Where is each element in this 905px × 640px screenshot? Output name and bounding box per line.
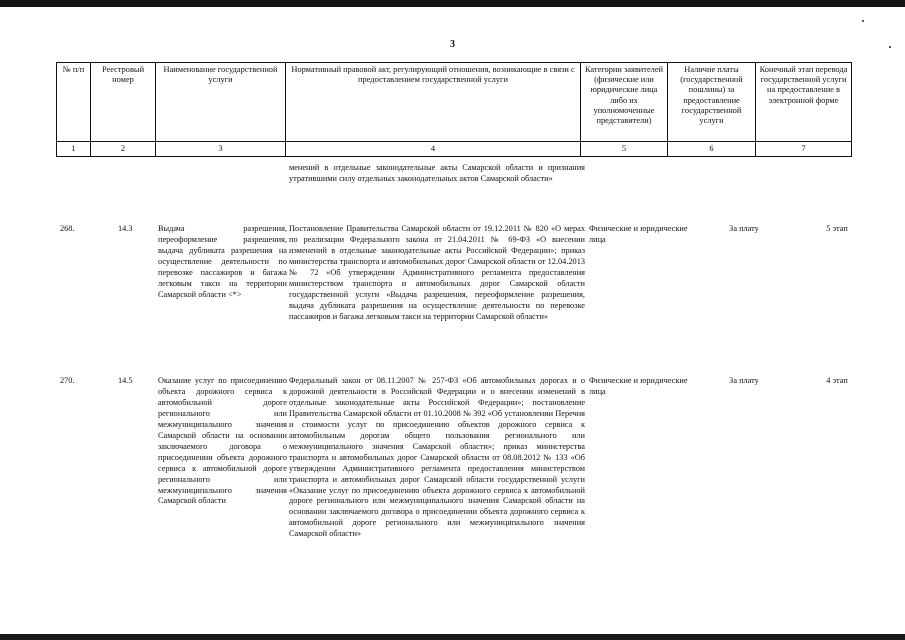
scan-top-edge [0,0,905,7]
column-number: 6 [668,142,756,157]
header-applicants: Категории заявителей (физические или юридические лица либо их уполномоченные представители) [581,63,668,142]
fee-status: За плату [729,376,759,385]
column-number: 1 [57,142,91,157]
continuation-legal-text: менений в отдельные законодательные акты Самарской области и признания утратившими силу отдельных законодательных актов Самарской области» [289,163,585,183]
scan-speck [862,20,864,22]
column-number: 7 [756,142,852,157]
row-number: 268. [60,224,75,233]
header-service: Наименование государственной услуги [156,63,286,142]
applicant-category: Физические и юридические лица [589,376,688,396]
registry-number: 14.5 [118,376,133,385]
row-number: 270. [60,376,75,385]
fee-status: За плату [729,224,759,233]
column-number: 5 [581,142,668,157]
header-row [57,63,852,142]
legal-act-text: Федеральный закон от 08.11.2007 № 257-ФЗ «Об автомобильных дорогах и о дорожной деятельности в Российской Федерации и о внесении изменений в отдельные законодательные акты Российской Федерации»; постановление Правительства Самарской области от 01.10.2008 № 392 «Об установлении Перечня и стоимости услуг по присоединению объектов дорожного сервиса к автомобильным дорогам общего пользования регионального или межмуниципального значения Самарской области»; приказ министерства транспорта и автомобильных дорог Самарской области от 08.08.2012 № 133 «Об утверждении Административного регламента предоставления министерством транспорта и автомобильных дорог Самарской области государственной услуги «Оказание услуг по присоединению объекта дорожного сервиса к автомобильной дороге регионального или межмуниципального значения Самарской области на основании заключаемого договора о присоединении объекта дорожного сервиса к автомобильной дороге регионального или межмуниципального значения Самарской области» [289,376,585,539]
table-header [56,62,852,157]
service-name: Оказание услуг по присоединению объекта дорожного сервиса к автомобильной дороге регионального или межмуниципального значения Самарской области на основании заключаемого договора о присоединении объекта дорожного сервиса к автомобильной дороге регионального или межмуниципального значения Самарской области [158,376,287,506]
header-legal-act: Нормативный правовой акт, регулирующий отношения, возникающие в связи с предоставлением государственной услуги [286,63,581,142]
column-number: 4 [286,142,581,157]
registry-number: 14.3 [118,224,133,233]
final-stage: 4 этап [826,376,848,385]
scan-speck [889,46,891,48]
column-number: 3 [156,142,286,157]
applicant-category: Физические и юридические лица [589,224,688,244]
header-number: № п/п [57,63,91,142]
column-number-row [57,142,852,157]
page-number: 3 [450,39,455,50]
header-fee: Наличие платы (государственной пошлины) за предоставление государственной услуги [668,63,756,142]
legal-act-text: Постановление Правительства Самарской области от 19.12.2011 № 820 «О мерах по реализации Федерального закона от 21.04.2011 № 69-ФЗ «О внесении изменений в отдельные законодательные акты Российской Федерации»; приказ министерства транспорта и автомобильных дорог Самарской области от 12.04.2013 № 72 «Об утверждении Административного регламента предоставления министерством транспорта и автомобильных дорог Самарской области государственной услуги «Выдача разрешения, переоформление разрешения, выдача дубликата разрешения на осуществление деятельности по перевозке пассажиров и багажа легковым такси на территории Самарской области» [289,224,585,321]
final-stage: 5 этап [826,224,848,233]
header-registry: Реестровый номер [91,63,156,142]
service-name: Выдача разрешения, переоформление разрешения, выдача дубликата разрешения на осуществление деятельности по перевозке пассажиров и багажа легковым такси на территории Самарской области <*> [158,224,287,299]
column-number: 2 [91,142,156,157]
header-final-stage: Конечный этап перевода государственной услуги на предоставление в электронной форме [756,63,852,142]
scan-bottom-edge [0,634,905,640]
